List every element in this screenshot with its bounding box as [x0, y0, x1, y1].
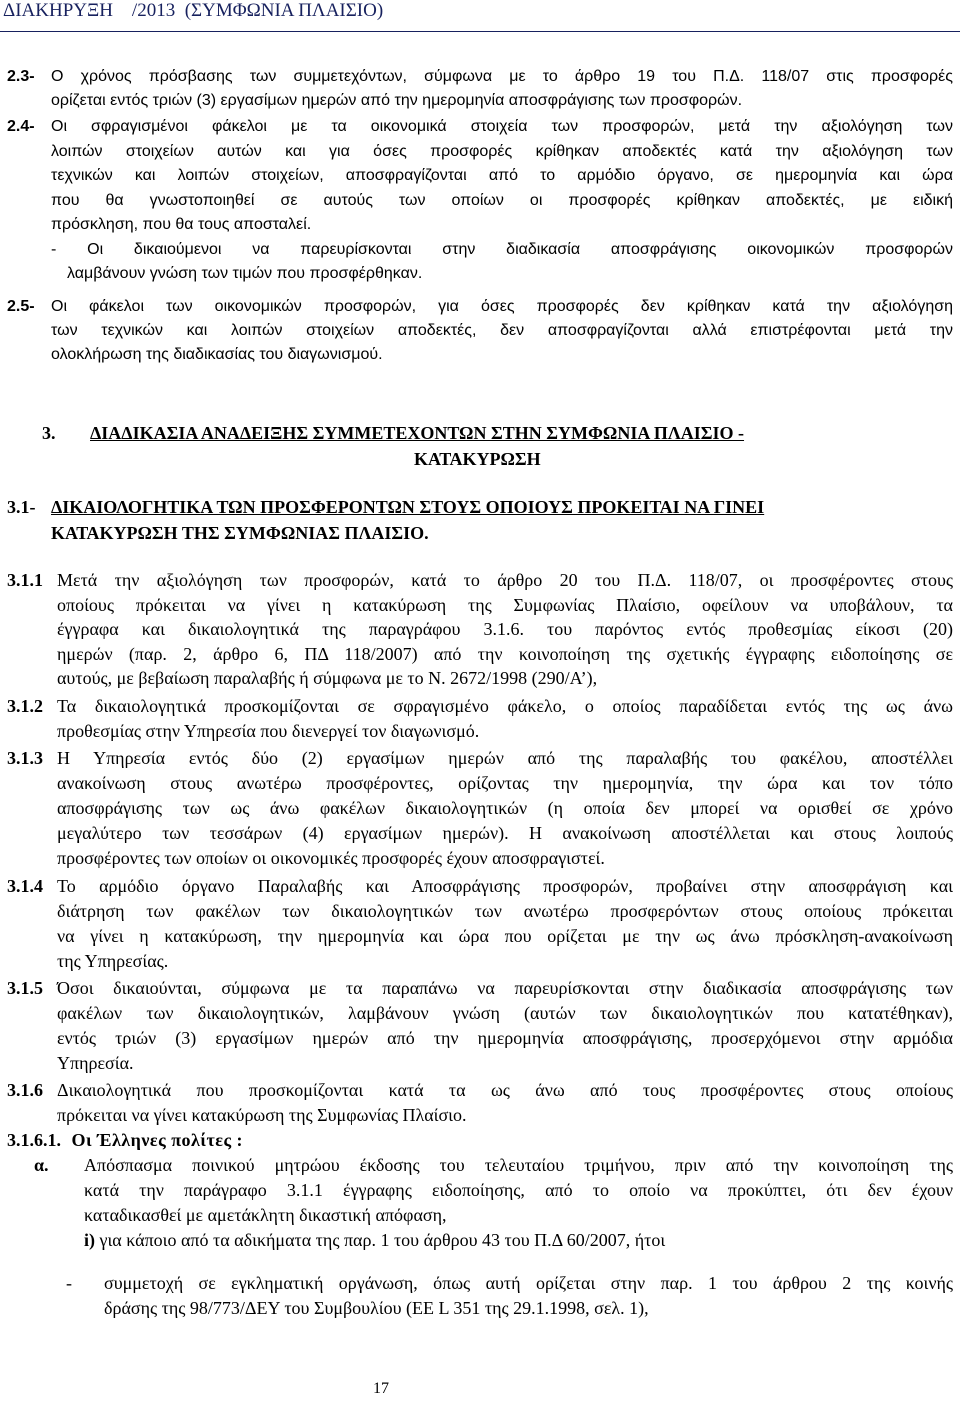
paragraph-2-3 [7, 65, 953, 113]
text-line: εντός τριών (3) εργασίμων ημερών από την ημερομηνία αποσφράγισης, προσερχόμενοι στην αρμόδια [57, 1028, 953, 1048]
sub-item-label: i) [84, 1230, 95, 1250]
section-title-line: ΚΑΤΑΚΥΡΩΣΗ ΤΗΣ ΣΥΜΦΩΝΙΑΣ ΠΛΑΙΣΙΟ. [51, 523, 429, 543]
paragraph-number: 2.3- [7, 68, 35, 85]
text-line: οποίους πρόκειται να γίνει η κατακύρωση της Συμφωνίας Πλαίσιο, οφείλουν να υποβάλουν, τα [57, 594, 953, 615]
paragraph-number: 3.1.2 [7, 696, 43, 716]
text-line: μεγαλύτερο των τεσσάρων (4) εργασίμων ημερών). Η ανακοίνωση αποστέλλεται και στους λοιπούς [57, 823, 953, 843]
paragraph-number: 3.1.6 [7, 1080, 43, 1100]
section-3-heading [42, 420, 952, 472]
paragraph-3-1-1 [7, 568, 953, 691]
paragraph-number: 2.4- [7, 118, 35, 135]
subsection-number: 3.1.6.1. [7, 1130, 61, 1150]
item-a [34, 1153, 953, 1253]
text-line: Δικαιολογητικά που προσκομίζονται κατά τα ως άνω από τους προσφέροντες στους οποίους [57, 1080, 953, 1100]
text-line: Οι σφραγισμένοι φάκελοι με τα οικονομικά στοιχεία των προσφορών, μετά την αξιολόγηση των [51, 118, 953, 135]
section-title-line: ΔΙΚΑΙΟΛΟΓΗΤΙΚΑ ΤΩΝ ΠΡΟΣΦΕΡΟΝΤΩΝ ΣΤΟΥΣ ΟΠΟΙΟΥΣ ΠΡΟΚΕΙΤΑΙ ΝΑ ΓΙΝΕΙ [51, 497, 765, 517]
text-line: που θα γνωστοποιηθεί σε αυτούς των οποίων οι προσφορές κρίθηκαν αποδεκτές, με ειδική [51, 191, 953, 209]
paragraph-2-4 [7, 115, 953, 287]
text-line: ορίζεται εντός τριών (3) εργασίμων ημερών από την ημερομηνία αποσφράγισης των προσφορών. [51, 92, 743, 109]
section-title-line: ΚΑΤΑΚΥΡΩΣΗ [414, 449, 541, 469]
text-line: Μετά την αξιολόγηση των προσφορών, κατά το άρθρο 20 του Π.Δ. 118/07, οι προσφέροντες στους [57, 570, 953, 590]
text-line: διάτρηση των φακέλων των δικαιολογητικών των ανωτέρω προσφερόντων στους οποίους πρόκειται [57, 901, 953, 921]
paragraph-number: 3.1.5 [7, 978, 43, 998]
paragraph-3-1-2 [7, 694, 953, 743]
text-line: πρόκειται να γίνει κατακύρωση της Συμφωνίας Πλαίσιο. [57, 1105, 467, 1125]
paragraph-number: 3.1.3 [7, 748, 43, 768]
item-label: α. [34, 1155, 49, 1175]
text-line: Ο χρόνος πρόσβασης των συμμετεχόντων, σύμφωνα με το άρθρο 19 του Π.Δ. 118/07 στις προσφορές [51, 68, 953, 85]
text-line: - Οι δικαιούμενοι να παρευρίσκονται στην διαδικασία αποσφράγισης οικονομικών προσφορών [51, 240, 953, 258]
text-line: καταδικασθεί με αμετάκλητη δικαστική απόφαση, [84, 1205, 447, 1225]
header-text: ΔΙΑΚΗΡΥΞΗ /2013 (ΣΥΜΦΩΝΙΑ ΠΛΑΙΣΙΟ) [3, 0, 384, 21]
text-line: ημερών (παρ. 2, άρθρο 6, ΠΔ 118/2007) από την κοινοποίηση της σχετικής έγγραφης ειδοποίησης σε [57, 643, 953, 664]
paragraph-number: 3.1.4 [7, 876, 43, 896]
text-line: Υπηρεσία. [57, 1053, 134, 1073]
text-line: προθεσμίας στην Υπηρεσία που διενεργεί τον διαγωνισμό. [57, 720, 480, 741]
header-rule [0, 31, 960, 32]
text-line: Τα δικαιολογητικά προσκομίζονται σε σφραγισμένο φάκελο, ο οποίος παραδίδεται εντός της ως άνω [57, 696, 953, 716]
text-line: κατά την παράγραφο 3.1.1 έγγραφης ειδοποίησης, από το οποίο να προκύπτει, ότι δεν έχουν [84, 1180, 953, 1200]
paragraph-3-1-3 [7, 746, 953, 871]
document-header [0, 0, 960, 34]
text-line: τεχνικών και λοιπών στοιχείων, αποσφραγίζονται από το αρμόδιο όργανο, σε ημερομηνία και ώρα [51, 167, 953, 184]
text-line: προσφέροντες των οποίων οι οικονομικές προσφορές έχουν αποσφραγιστεί. [57, 848, 605, 868]
text-line: αποσφράγισης των ως άνω φακέλων δικαιολογητικών (η οποία δεν μπορεί να ορισθεί σε χρόνο [57, 798, 953, 818]
text-line: πρόσκληση, που θα τους αποσταλεί. [51, 216, 312, 233]
paragraph-3-1-5 [7, 976, 953, 1076]
text-line: αυτούς, με βεβαίωση παραλαβής ή σύμφωνα με το Ν. 2672/1998 (290/Α’), [57, 668, 598, 688]
subsection-title: Οι Έλληνες πολίτες : [71, 1130, 244, 1150]
paragraph-3-1-6 [7, 1078, 953, 1128]
paragraph-number: 3.1.1 [7, 570, 43, 590]
text-line: έγγραφα και δικαιολογητικά της παραγράφου 3.1.6. του παρόντος εντός προθεσμίας είκοσι (20) [57, 619, 953, 639]
text-line: λοιπών στοιχείων αυτών και για όσες προσφορές κρίθηκαν αποδεκτές κατά την αξιολόγηση των [51, 142, 953, 160]
text-line: ανακοίνωση στους ανωτέρω προσφέροντες, ορίζοντας την ημερομηνία, την ώρα και τον τόπο [57, 773, 953, 793]
paragraph-2-5 [7, 295, 953, 367]
text-line: της Υπηρεσίας. [57, 951, 169, 971]
section-3-1-heading [7, 494, 953, 546]
sub-item-i [84, 1228, 953, 1253]
text-line: Οι φάκελοι των οικονομικών προσφορών, για όσες προσφορές δεν κρίθηκαν κατά την αξιολόγηση [51, 298, 953, 315]
text-line: να γίνει η κατακύρωση, την ημερομηνία και ώρα που ορίζεται με την ως άνω πρόσκληση-ανακοίνωση [57, 926, 953, 946]
text-line: δράσης της 98/773/ΔΕΥ του Συμβουλίου (ΕΕ L 351 της 29.1.1998, σελ. 1), [104, 1298, 649, 1318]
paragraph-3-1-4 [7, 874, 953, 974]
sub-item-text: για κάποιο από τα αδικήματα της παρ. 1 του άρθρου 43 του Π.Δ 60/2007, ήτοι [99, 1230, 666, 1250]
text-line: Απόσπασμα ποινικού μητρώου έκδοσης του τελευταίου τριμήνου, πριν από την κοινοποίηση της [84, 1155, 953, 1175]
subsection-3-1-6-1-heading [7, 1128, 243, 1153]
section-title-line: ΔΙΑΔΙΚΑΣΙΑ ΑΝΑΔΕΙΞΗΣ ΣΥΜΜΕΤΕΧΟΝΤΩΝ ΣΤΗΝ ΣΥΜΦΩΝΙΑ ΠΛΑΙΣΙΟ - [90, 423, 745, 443]
text-line: λαμβάνουν γνώση των τιμών που προσφέρθηκαν. [67, 265, 423, 282]
text-line: των τεχνικών και λοιπών στοιχείων αποδεκτές, δεν αποσφραγίζονται αλλά επιστρέφονται μετά την [51, 322, 953, 339]
text-line: φακέλων των δικαιολογητικών, λαμβάνουν γνώση (αυτών των δικαιολογητικών που κατατέθηκαν), [57, 1003, 953, 1023]
text-line: ολοκλήρωση της διαδικασίας του διαγωνισμού. [51, 346, 383, 363]
section-number: 3.1- [7, 497, 36, 517]
dash-item [66, 1271, 953, 1321]
text-line: συμμετοχή σε εγκληματική οργάνωση, όπως αυτή ορίζεται στην παρ. 1 του άρθρου 2 της κοινής [104, 1273, 953, 1293]
section-number: 3. [42, 423, 56, 443]
page-number: 17 [373, 1380, 389, 1397]
paragraph-number: 2.5- [7, 298, 35, 315]
dash-marker: - [66, 1273, 72, 1293]
text-line: Όσοι δικαιούνται, σύμφωνα με τα παραπάνω να παρευρίσκονται στην διαδικασία αποσφράγισης των [57, 978, 953, 998]
text-line: Η Υπηρεσία εντός δύο (2) εργασίμων ημερών από της παραλαβής του φακέλου, αποστέλλει [57, 748, 953, 768]
text-line: Το αρμόδιο όργανο Παραλαβής και Αποσφράγισης προσφορών, προβαίνει στην αποσφράγιση και [57, 876, 953, 896]
